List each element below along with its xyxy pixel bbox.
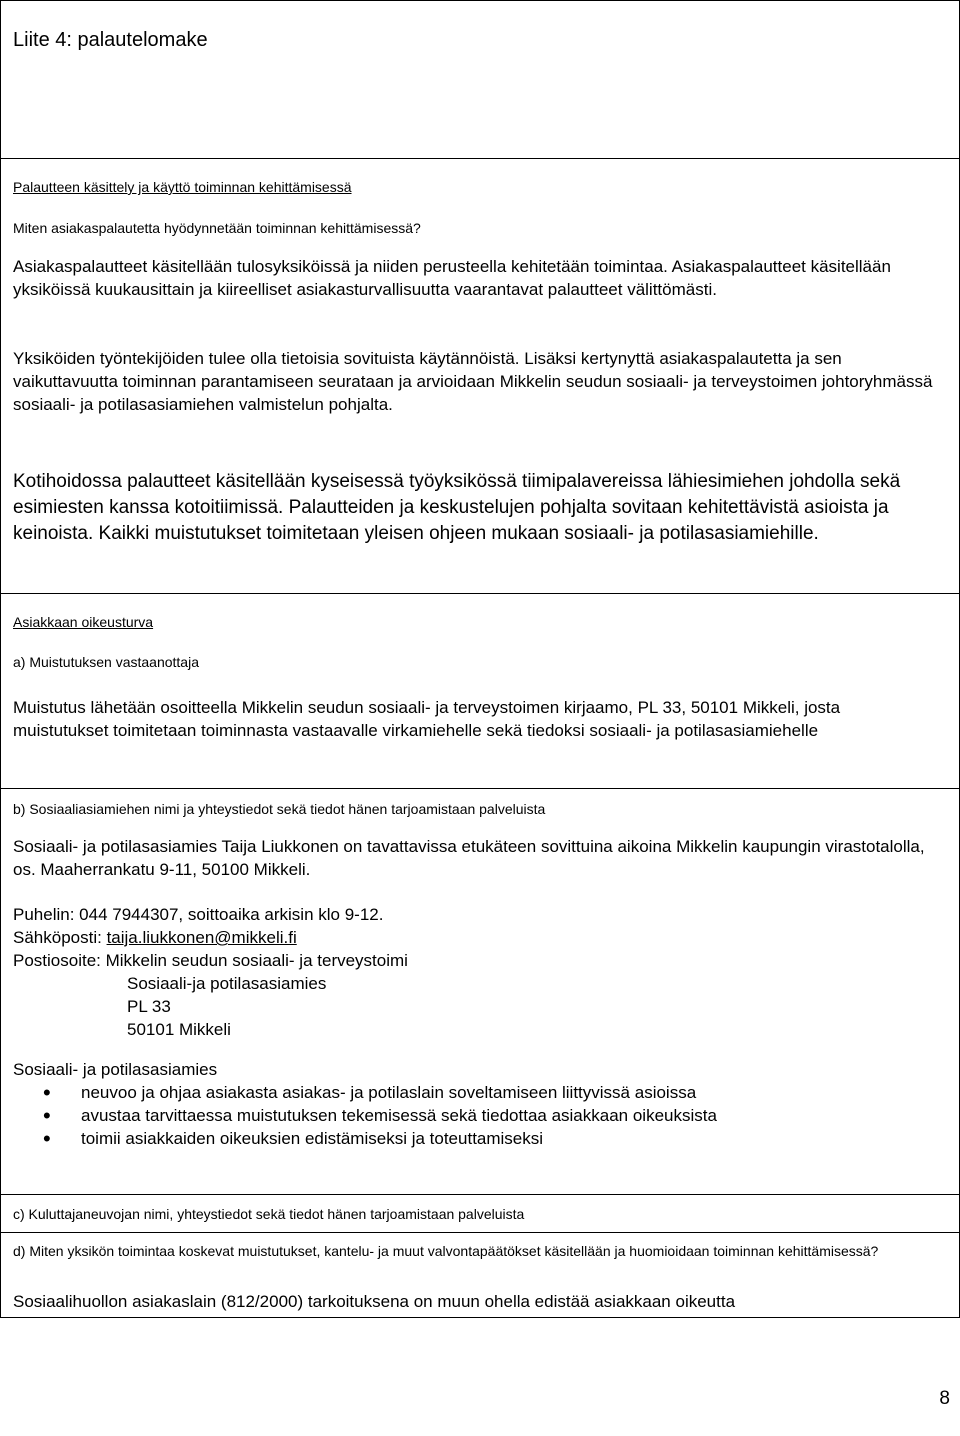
contact-block [13, 903, 939, 1041]
email-label: Sähköposti: [13, 928, 107, 947]
section-question: b) Sosiaaliasiamiehen nimi ja yhteystiedot sekä tiedot hänen tarjoamistaan palveluista [13, 801, 546, 817]
postal-line [13, 949, 939, 972]
section-heading: Palautteen käsittely ja käyttö toiminnan kehittämisessä [13, 179, 352, 195]
feedback-handling-section [1, 159, 959, 594]
page-number: 8 [939, 1388, 950, 1409]
appendix-header [1, 1, 959, 159]
email-link[interactable]: taija.liukkonen@mikkeli.fi [106, 928, 297, 947]
complaints-section [1, 1233, 959, 1317]
section-question: c) Kuluttajaneuvojan nimi, yhteystiedot sekä tiedot hänen tarjoamistaan palveluista [13, 1206, 525, 1222]
list-item: • avustaa tarvittaessa muistutuksen tekemisessä sekä tiedottaa asiakkaan oikeuksista [13, 1104, 939, 1127]
list-item: • toimii asiakkaiden oikeuksien edistämiseksi ja toteuttamiseksi [13, 1127, 939, 1150]
role-title: Sosiaali- ja potilasasiamies [13, 1060, 218, 1079]
phone-line: Puhelin: 044 7944307, soittoaika arkisin klo 9-12. [13, 905, 384, 924]
email-line [13, 926, 939, 949]
answer-paragraph: Asiakaspalautteet käsitellään tulosyksiköissä ja niiden perusteella kehitetään toimintaa. Asiakaspalautteet käsitellään yksiköissä kuukausittain ja kiireelliset asiakasturvallisuutta vaarantavat palautteet välittömästi. [13, 257, 891, 299]
postal-label: Postiosoite: [13, 951, 106, 970]
list-item: • neuvoo ja ohjaa asiakasta asiakas- ja potilaslain soveltamiseen liittyvissä asioissa [13, 1081, 939, 1104]
section-question: d) Miten yksikön toimintaa koskevat muistutukset, kantelu- ja muut valvontapäätökset käsitellään ja huomioidaan toiminnan kehittämisessä? [13, 1243, 879, 1259]
ombudsman-section [1, 789, 959, 1195]
role-block [13, 1058, 939, 1150]
section-question: Miten asiakaspalautetta hyödynnetään toiminnan kehittämisessä? [13, 220, 421, 236]
answer-paragraph: Sosiaalihuollon asiakaslain (812/2000) tarkoituksena on muun ohella edistää asiakkaan oikeutta [13, 1292, 736, 1311]
duties-list [13, 1081, 939, 1150]
consumer-advisor-section [1, 1195, 959, 1233]
postal-address-line: Sosiaali-ja potilasasiamies [127, 974, 327, 993]
answer-paragraph: Yksiköiden työntekijöiden tulee olla tietoisia sovituista käytännöistä. Lisäksi kertynyttä asiakaspalautetta ja sen vaikuttavuutta toiminnan parantamiseen seurataan ja arvioidaan Mikkelin seudun sosiaali- ja terveystoimen johtoryhmässä sosiaali- ja potilasasiamiehen valmistelun pohjalta. [13, 349, 933, 414]
answer-paragraph: Kotihoidossa palautteet käsitellään kyseisessä työyksikössä tiimipalavereissa lähiesimiehen johdolla sekä esimiesten kanssa kotoitiimissä. Palautteiden ja keskustelujen pohjalta sovitaan kehitettävistä asioista ja keinoista. Kaikki muistutukset toimitetaan yleisen ohjeen mukaan sosiaali- ja potilasasiamiehille. [13, 471, 901, 544]
legal-protection-section [1, 594, 959, 789]
postal-address-line: PL 33 [127, 997, 171, 1016]
answer-paragraph: Muistutus lähetään osoitteella Mikkelin seudun sosiaali- ja terveystoimen kirjaamo, PL 33, 50101 Mikkeli, josta muistutukset toimitetaan toiminnasta vastaavalle virkamiehelle sekä tiedoksi sosiaali- ja potilasasiamiehelle [13, 698, 841, 740]
appendix-title: Liite 4: palautelomake [13, 29, 208, 51]
answer-paragraph: Sosiaali- ja potilasasiamies Taija Liukkonen on tavattavissa etukäteen sovittuina aikoina Mikkelin kaupungin virastotalolla, os. Maaherrankatu 9-11, 50100 Mikkeli. [13, 837, 925, 879]
postal-address-line: 50101 Mikkeli [127, 1020, 231, 1039]
postal-address-line: Mikkelin seudun sosiaali- ja terveystoimi [105, 951, 408, 970]
section-question: a) Muistutuksen vastaanottaja [13, 654, 199, 670]
section-heading: Asiakkaan oikeusturva [13, 614, 154, 630]
